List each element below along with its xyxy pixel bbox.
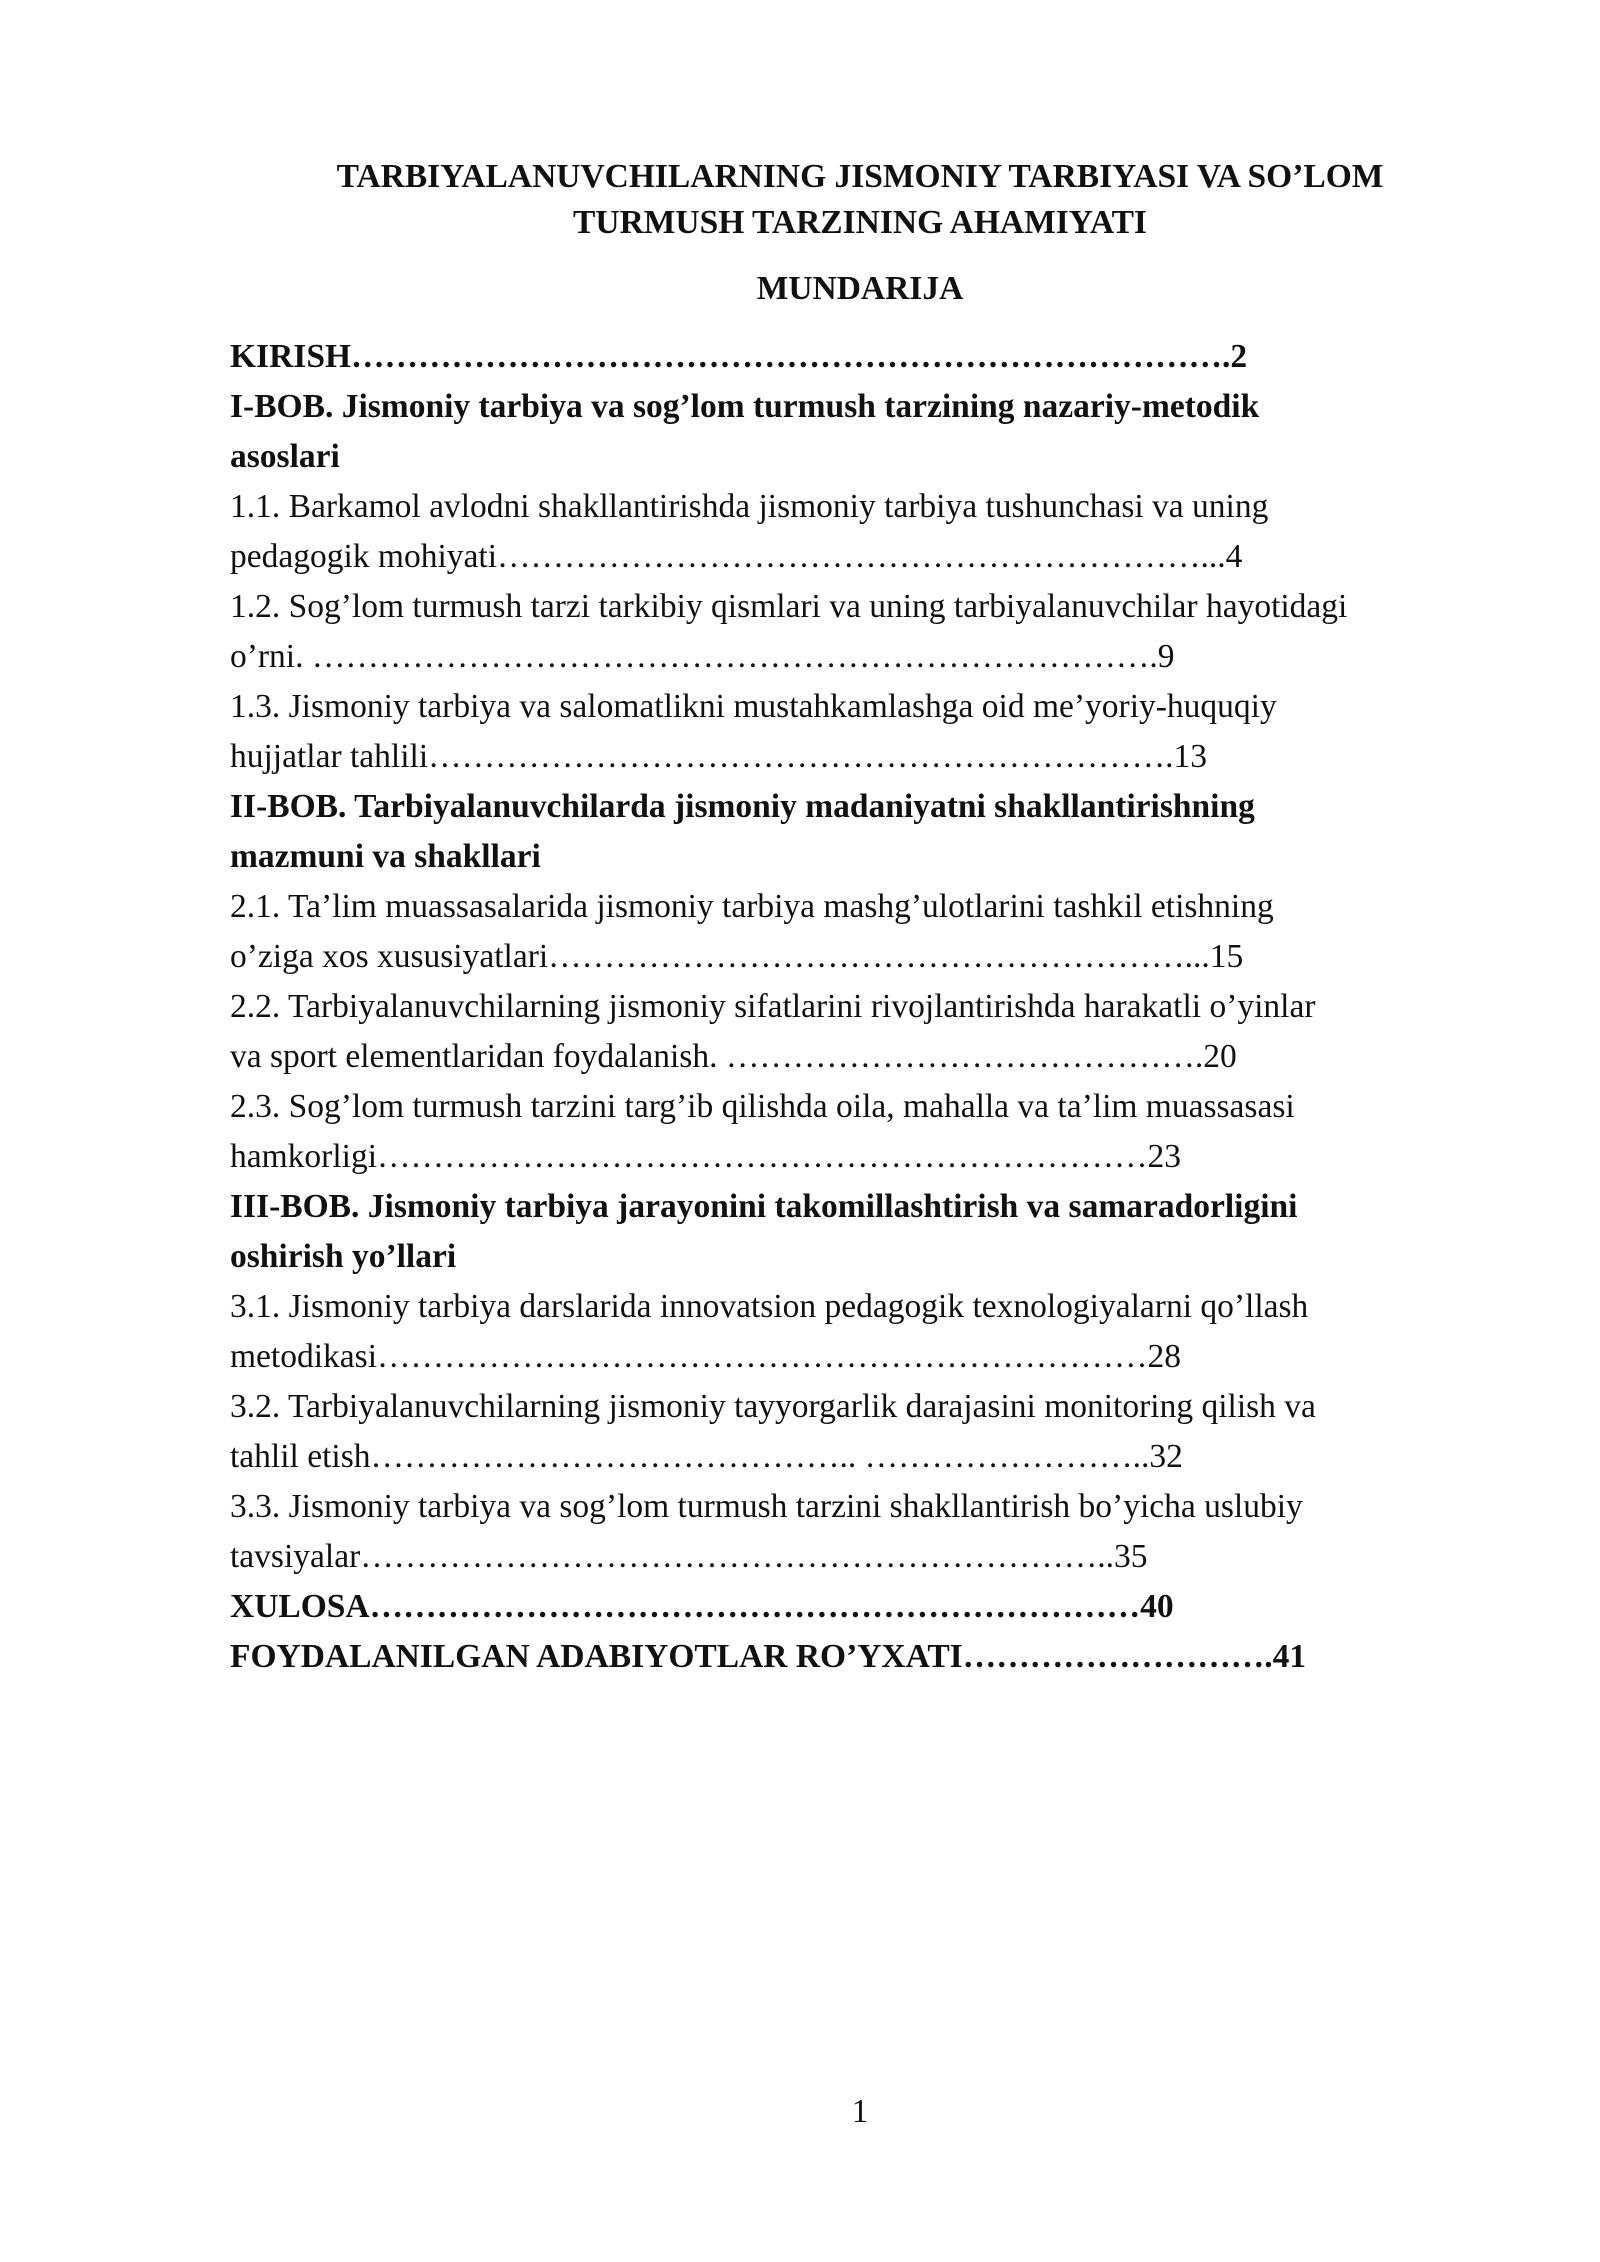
toc-entry-line: FOYDALANILGAN ADABIYOTLAR RO’YXATI……………………….41 [230, 1638, 1307, 1675]
toc-entry [230, 382, 1490, 482]
toc-entry [230, 1632, 1490, 1682]
toc-entry-line: o’ziga xos xususiyatlari…………………………………………………...15 [230, 938, 1244, 975]
toc-entry [230, 882, 1490, 982]
toc-entry [230, 1182, 1490, 1282]
document-title-line-1: TARBIYALANUVCHILARNING JISMONIY TARBIYASI VA SO’LOM [336, 158, 1384, 195]
toc-entry [230, 1082, 1490, 1182]
toc-heading: MUNDARIJA [756, 270, 964, 307]
toc-entry-line: metodikasi……………………………………………………………28 [230, 1338, 1182, 1375]
toc-entry-line: 3.2. Tarbiyalanuvchilarning jismoniy tayyorgarlik darajasini monitoring qilish va [230, 1388, 1316, 1425]
toc-entry [230, 1282, 1490, 1382]
table-of-contents [230, 332, 1490, 1682]
toc-entry [230, 1582, 1490, 1632]
toc-entry [230, 782, 1490, 882]
toc-entry-line: mazmuni va shakllari [230, 838, 541, 875]
toc-entry-line: II-BOB. Tarbiyalanuvchilarda jismoniy madaniyatni shakllantirishning [230, 788, 1255, 825]
toc-entry-line: 2.2. Tarbiyalanuvchilarning jismoniy sifatlarini rivojlantirishda harakatli o’yinlar [230, 988, 1316, 1025]
toc-entry [230, 682, 1490, 782]
toc-entry-line: 3.3. Jismoniy tarbiya va sog’lom turmush tarzini shakllantirish bo’yicha uslubiy [230, 1488, 1303, 1525]
toc-entry-line: o’rni. ………………………………………………………………….9 [230, 638, 1175, 675]
toc-entry [230, 1382, 1490, 1482]
toc-entry-line: XULOSA……………………………………………………………40 [230, 1588, 1174, 1625]
toc-entry [230, 1482, 1490, 1582]
toc-entry [230, 582, 1490, 682]
toc-entry-line: KIRISH…………………………………………………………………….2 [230, 338, 1248, 375]
toc-entry-line: 1.2. Sog’lom turmush tarzi tarkibiy qismlari va uning tarbiyalanuvchilar hayotidagi [230, 588, 1348, 625]
toc-entry-line: tahlil etish…………………………………….. ……………………..32 [230, 1438, 1183, 1475]
toc-entry-line: pedagogik mohiyati………………………………………………………...4 [230, 538, 1243, 575]
toc-entry [230, 332, 1490, 382]
toc-entry-line: 3.1. Jismoniy tarbiya darslarida innovatsion pedagogik texnologiyalarni qo’llash [230, 1288, 1309, 1325]
toc-entry [230, 482, 1490, 582]
toc-entry [230, 982, 1490, 1082]
toc-entry-line: 1.3. Jismoniy tarbiya va salomatlikni mustahkamlashga oid me’yoriy-huquqiy [230, 688, 1277, 725]
toc-entry-line: 1.1. Barkamol avlodni shakllantirishda jismoniy tarbiya tushunchasi va uning [230, 488, 1269, 525]
toc-entry-line: va sport elementlaridan foydalanish. …………………………………….20 [230, 1038, 1237, 1075]
page-number: 1 [851, 2093, 869, 2130]
toc-entry-line: tavsiyalar…………………………………………………………..35 [230, 1538, 1148, 1575]
toc-entry-line: 2.3. Sog’lom turmush tarzini targ’ib qilishda oila, mahalla va ta’lim muassasasi [230, 1088, 1295, 1125]
document-title-line-2: TURMUSH TARZINING AHAMIYATI [573, 204, 1147, 241]
toc-entry-line: 2.1. Ta’lim muassasalarida jismoniy tarbiya mashg’ulotlarini tashkil etishning [230, 888, 1274, 925]
toc-entry-line: hujjatlar tahlili………………………………………………………….13 [230, 738, 1208, 775]
toc-entry-line: I-BOB. Jismoniy tarbiya va sog’lom turmush tarzining nazariy-metodik [230, 388, 1260, 425]
toc-entry-line: III-BOB. Jismoniy tarbiya jarayonini takomillashtirish va samaradorligini [230, 1188, 1298, 1225]
toc-entry-line: oshirish yo’llari [230, 1238, 457, 1275]
toc-entry-line: hamkorligi……………………………………………………………23 [230, 1138, 1182, 1175]
toc-entry-line: asoslari [230, 438, 340, 475]
